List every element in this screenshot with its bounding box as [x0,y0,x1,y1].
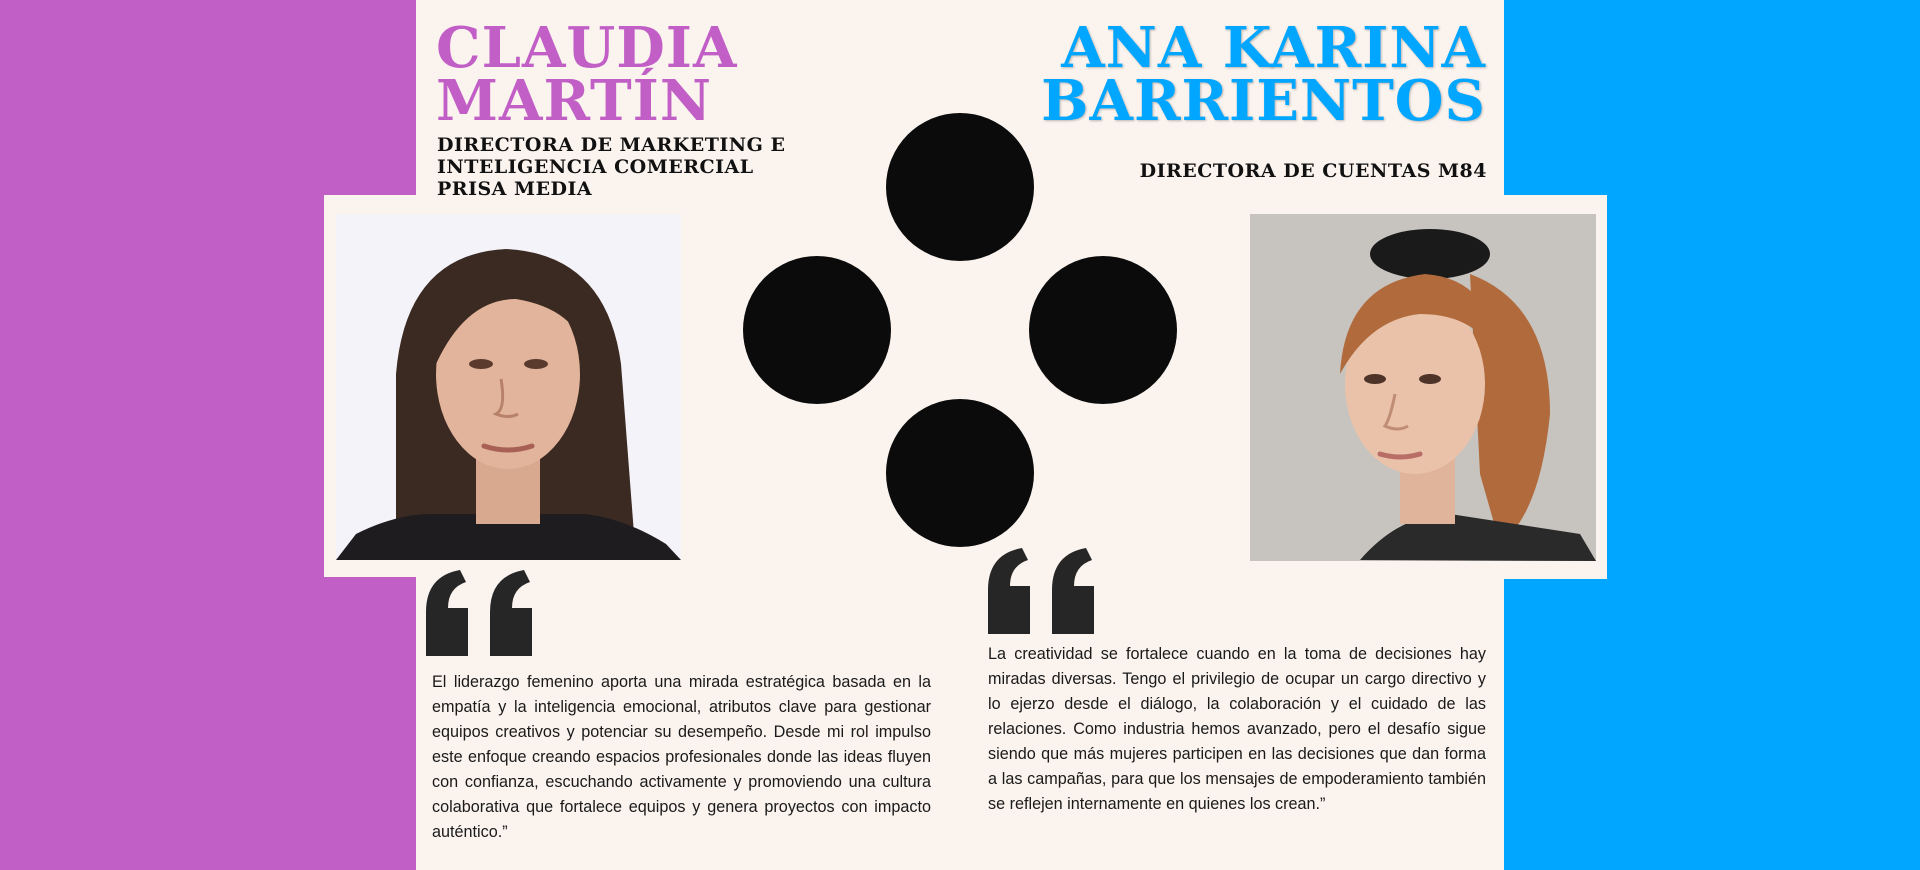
right-name [1041,15,1486,134]
left-portrait-illustration [336,214,681,560]
right-role: DIRECTORA DE CUENTAS M84 [1139,160,1487,182]
right-name-line1: ANA KARINA [1061,15,1486,81]
left-role-line1: DIRECTORA DE MARKETING E [437,134,786,156]
right-name-line2: BARRIENTOS [1041,68,1486,134]
left-name-line1: CLAUDIA [436,15,738,81]
opening-quote-icon [426,570,534,661]
center-dot-top [886,113,1034,261]
left-quote-text: El liderazgo femenino aporta una mirada estratégica basada en la empatía y la inteligencia emocional, atributos clave para gestionar equipos creativos y potenciar su desempeño. Desde mi rol impulso este enfoque creando espacios profesionales donde las ideas fluyen con confianza, escuchando activamente y promoviendo una cultura colaborativa que fortalece equipos y genera proyectos con impacto auténtico.” [432,673,931,841]
opening-quote-icon [988,548,1096,639]
left-role-line3: PRISA MEDIA [437,178,593,200]
right-portrait-illustration [1250,214,1596,561]
right-quote-text: La creatividad se fortalece cuando en la toma de decisiones hay miradas diversas. Tengo el privilegio de ocupar un cargo directivo y lo ejerzo desde el diálogo, la colaboración y el cuidado de las relaciones. Como industria hemos avanzado, pero el desafío sigue siendo que más mujeres participen en las decisiones que dan forma a las campañas, para que los mensajes de empoderamiento también se reflejen internamente en quienes los crean.” [988,645,1486,813]
center-dot-bottom [886,399,1034,547]
left-name [436,15,738,134]
left-role [437,134,797,200]
right-portrait-photo [1250,214,1596,561]
left-portrait-photo [336,214,681,560]
left-name-line2: MARTÍN [436,68,713,134]
center-dot-right [1029,256,1177,404]
center-dot-left [743,256,891,404]
left-role-line2: INTELIGENCIA COMERCIAL [437,156,754,178]
